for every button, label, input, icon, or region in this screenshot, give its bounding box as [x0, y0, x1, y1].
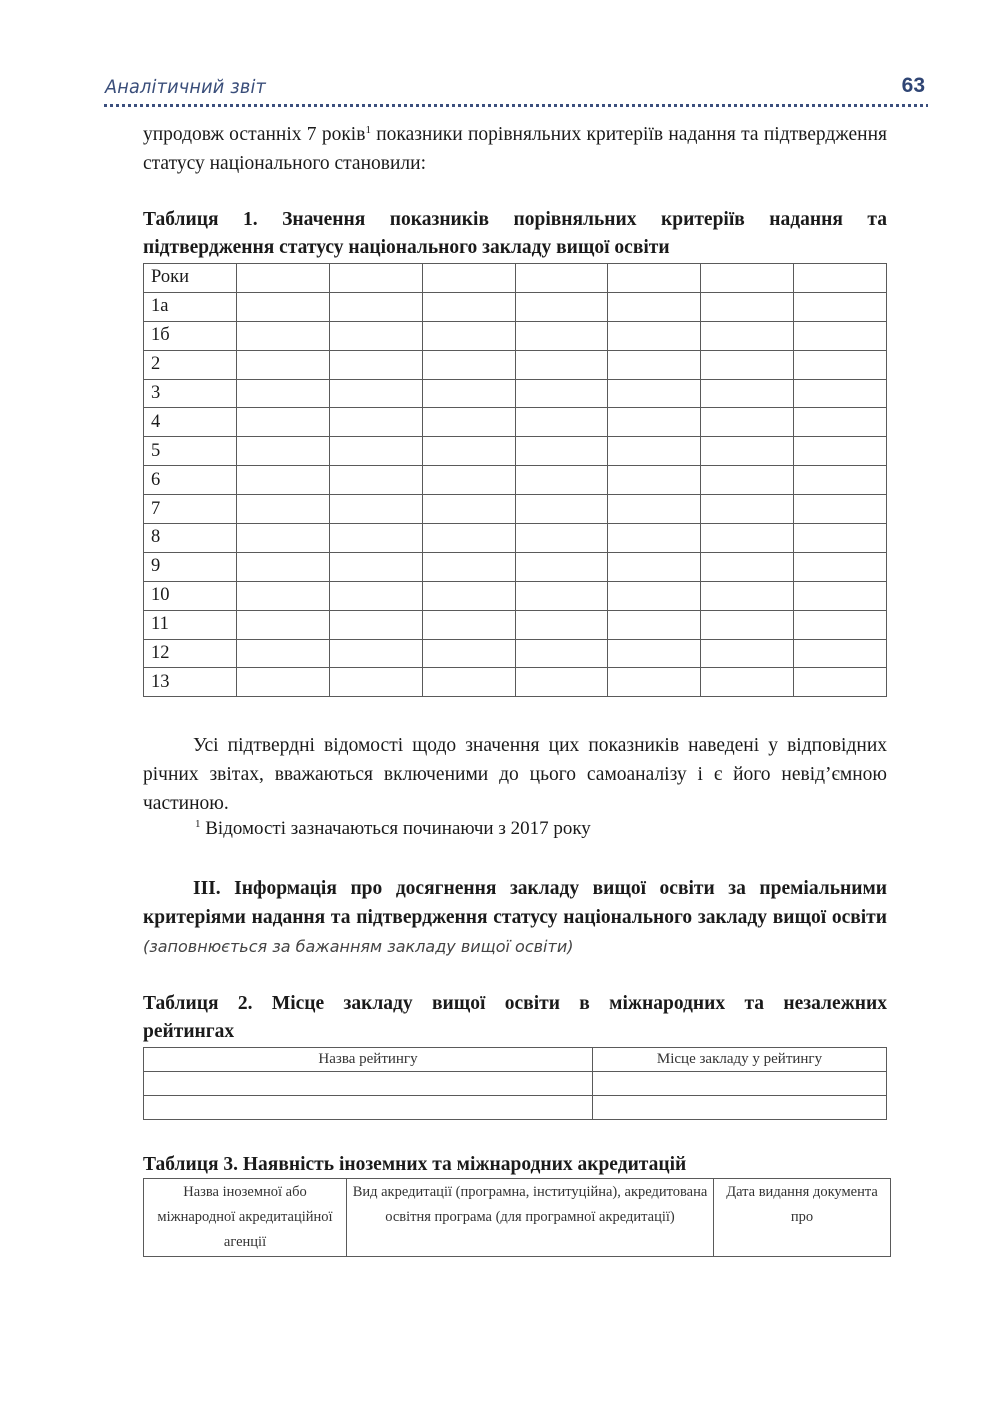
table-cell[interactable] — [701, 524, 794, 553]
table-cell[interactable] — [422, 264, 515, 293]
table-cell[interactable] — [515, 668, 608, 697]
table-cell[interactable] — [237, 321, 330, 350]
table-cell[interactable] — [701, 321, 794, 350]
table-cell[interactable] — [329, 581, 422, 610]
table-cell[interactable] — [329, 350, 422, 379]
table-cell[interactable] — [794, 408, 887, 437]
footnote-reference: 1 — [365, 124, 371, 136]
table-cell[interactable] — [515, 379, 608, 408]
table-row — [144, 437, 887, 466]
table-cell[interactable] — [794, 264, 887, 293]
table-row — [144, 610, 887, 639]
table-cell[interactable] — [237, 408, 330, 437]
table-cell[interactable] — [422, 668, 515, 697]
table-cell[interactable] — [794, 350, 887, 379]
table-cell[interactable] — [515, 321, 608, 350]
row-label: 3 — [144, 379, 237, 408]
table-cell[interactable] — [593, 1096, 887, 1120]
table-cell[interactable] — [701, 264, 794, 293]
table1-caption-line1: Таблиця 1. Значення показників порівняльних критеріїв надання та — [143, 209, 887, 230]
intro-text-start: упродовж останніх 7 років — [143, 124, 366, 145]
table-row — [144, 466, 887, 495]
table-cell[interactable] — [329, 379, 422, 408]
table-cell[interactable] — [701, 437, 794, 466]
table-cell[interactable] — [593, 1072, 887, 1096]
row-label: 1б — [144, 321, 237, 350]
table-cell[interactable] — [237, 552, 330, 581]
table-cell[interactable] — [329, 524, 422, 553]
table-cell[interactable] — [329, 437, 422, 466]
table-cell[interactable] — [515, 437, 608, 466]
row-label: 5 — [144, 437, 237, 466]
table-cell[interactable] — [608, 581, 701, 610]
table-cell[interactable] — [794, 466, 887, 495]
table-row — [144, 1096, 887, 1120]
table-cell[interactable] — [608, 668, 701, 697]
table-cell[interactable] — [794, 437, 887, 466]
row-label: 13 — [144, 668, 237, 697]
row-label: 12 — [144, 639, 237, 668]
row-label: Роки — [144, 264, 237, 293]
table-cell[interactable] — [422, 350, 515, 379]
column-header-agency: Назва іноземної або міжнародної акредитаційної агенції — [144, 1179, 347, 1257]
table-row — [144, 668, 887, 697]
accreditations-table — [143, 1178, 891, 1257]
table-cell[interactable] — [608, 350, 701, 379]
table2-caption-line1: Таблиця 2. Місце закладу вищої освіти в міжнародних та незалежних — [143, 993, 887, 1014]
table-cell[interactable] — [794, 668, 887, 697]
table-cell[interactable] — [422, 524, 515, 553]
table-cell[interactable] — [515, 264, 608, 293]
table-cell[interactable] — [422, 408, 515, 437]
row-label: 4 — [144, 408, 237, 437]
table-cell[interactable] — [329, 610, 422, 639]
table-cell[interactable] — [701, 379, 794, 408]
table-cell[interactable] — [515, 610, 608, 639]
table-cell[interactable] — [329, 552, 422, 581]
table-cell[interactable] — [794, 379, 887, 408]
column-header-rank: Місце закладу у рейтингу — [593, 1048, 887, 1072]
table-cell[interactable] — [422, 639, 515, 668]
table-cell[interactable] — [515, 292, 608, 321]
footnote — [195, 818, 591, 840]
table3-caption: Таблиця 3. Наявність іноземних та міжнародних акредитацій — [143, 1154, 687, 1175]
table-row — [144, 292, 887, 321]
table-cell[interactable] — [794, 610, 887, 639]
table-cell[interactable] — [237, 581, 330, 610]
table-cell[interactable] — [608, 264, 701, 293]
footnote-number: 1 — [195, 818, 201, 830]
row-label: 1а — [144, 292, 237, 321]
table-cell[interactable] — [422, 581, 515, 610]
table-cell[interactable] — [329, 264, 422, 293]
table-cell[interactable] — [237, 639, 330, 668]
table-cell[interactable] — [701, 639, 794, 668]
table-cell[interactable] — [608, 292, 701, 321]
table2-caption-line2: рейтингах — [143, 1021, 235, 1042]
table-cell[interactable] — [701, 610, 794, 639]
table-cell[interactable] — [608, 466, 701, 495]
table-cell[interactable] — [329, 495, 422, 524]
table-row — [144, 408, 887, 437]
row-label: 7 — [144, 495, 237, 524]
row-label: 2 — [144, 350, 237, 379]
table-cell[interactable] — [422, 379, 515, 408]
table-cell[interactable] — [422, 552, 515, 581]
table1-caption-line2: підтвердження статусу національного закладу вищої освіти — [143, 237, 670, 258]
column-header-issue-date: Дата видання документа про — [714, 1179, 891, 1257]
row-label: 11 — [144, 610, 237, 639]
table-cell[interactable] — [329, 408, 422, 437]
table-cell[interactable] — [701, 466, 794, 495]
table-cell[interactable] — [515, 495, 608, 524]
table-cell[interactable] — [794, 292, 887, 321]
table-row — [144, 495, 887, 524]
table-cell[interactable] — [422, 610, 515, 639]
table-cell[interactable] — [515, 581, 608, 610]
table-cell[interactable] — [237, 668, 330, 697]
header-dotted-rule — [104, 104, 928, 107]
table-row — [144, 552, 887, 581]
table-cell[interactable] — [237, 466, 330, 495]
row-label: 10 — [144, 581, 237, 610]
section-3-heading — [143, 874, 887, 961]
table-cell[interactable] — [701, 350, 794, 379]
table-cell[interactable] — [329, 668, 422, 697]
table-cell[interactable] — [608, 495, 701, 524]
table-cell[interactable] — [422, 292, 515, 321]
section-3-title: ІІІ. Інформація про досягнення закладу вищої освіти за преміальними критеріями надання та підтвердження статусу національного закладу вищої освіти — [143, 878, 887, 928]
table-cell[interactable] — [237, 437, 330, 466]
table-cell[interactable] — [608, 639, 701, 668]
table-cell[interactable] — [794, 552, 887, 581]
table-cell[interactable] — [608, 552, 701, 581]
table-cell[interactable] — [515, 552, 608, 581]
table-cell[interactable] — [237, 350, 330, 379]
table-cell[interactable] — [794, 524, 887, 553]
table-header-row — [144, 1048, 887, 1072]
page-header — [105, 74, 925, 104]
page-number: 63 — [901, 74, 925, 97]
table-cell[interactable] — [515, 639, 608, 668]
table-cell[interactable] — [329, 466, 422, 495]
table-cell[interactable] — [329, 321, 422, 350]
row-label: 9 — [144, 552, 237, 581]
table-cell[interactable] — [794, 495, 887, 524]
table-cell[interactable] — [608, 321, 701, 350]
header-title: Аналітичний звіт — [105, 76, 267, 98]
table1-caption — [143, 206, 887, 262]
intro-paragraph — [143, 120, 887, 178]
table-row — [144, 524, 887, 553]
table-cell[interactable] — [329, 292, 422, 321]
table-cell[interactable] — [422, 437, 515, 466]
table-row — [144, 1072, 887, 1096]
table-cell[interactable] — [515, 524, 608, 553]
table-cell[interactable] — [794, 581, 887, 610]
table-cell[interactable] — [794, 321, 887, 350]
table-cell[interactable] — [237, 610, 330, 639]
table-cell[interactable] — [237, 495, 330, 524]
table-cell[interactable] — [422, 495, 515, 524]
table-cell[interactable] — [237, 524, 330, 553]
table-row — [144, 321, 887, 350]
table-cell[interactable] — [608, 437, 701, 466]
section-3-note: (заповнюється за бажанням закладу вищої освіти) — [143, 937, 574, 956]
table-cell[interactable] — [515, 466, 608, 495]
table-cell[interactable] — [794, 639, 887, 668]
table-cell[interactable] — [237, 264, 330, 293]
intro-text-end: показники порівняльних критеріїв надання та підтвердження статусу національного становили: — [143, 124, 888, 174]
table-cell[interactable] — [515, 408, 608, 437]
table-cell[interactable] — [329, 639, 422, 668]
confirmation-paragraph: Усі підтвердні відомості щодо значення цих показників наведені у відповідних річних звітах, вважаються включеними до цього самоаналізу і є його невід’ємною частиною. — [143, 735, 887, 814]
indicators-table — [143, 263, 887, 697]
table-cell[interactable] — [237, 379, 330, 408]
table-cell[interactable] — [237, 292, 330, 321]
table-cell[interactable] — [701, 668, 794, 697]
table2-caption — [143, 990, 887, 1046]
table-cell[interactable] — [515, 350, 608, 379]
table-cell[interactable] — [422, 466, 515, 495]
table-cell[interactable] — [608, 524, 701, 553]
table-row — [144, 639, 887, 668]
table-cell[interactable] — [422, 321, 515, 350]
table-header-row — [144, 1179, 891, 1257]
table-cell[interactable] — [701, 292, 794, 321]
table-cell[interactable] — [608, 610, 701, 639]
table-cell[interactable] — [608, 379, 701, 408]
table-row — [144, 379, 887, 408]
table-cell[interactable] — [144, 1096, 593, 1120]
table-cell[interactable] — [608, 408, 701, 437]
column-header-rating-name: Назва рейтингу — [144, 1048, 593, 1072]
rankings-table — [143, 1047, 887, 1120]
table-cell[interactable] — [144, 1072, 593, 1096]
table-cell[interactable] — [701, 408, 794, 437]
table-row — [144, 581, 887, 610]
table-header-row — [144, 264, 887, 293]
table-cell[interactable] — [701, 581, 794, 610]
row-label: 6 — [144, 466, 237, 495]
table-cell[interactable] — [701, 495, 794, 524]
table-cell[interactable] — [701, 552, 794, 581]
column-header-accreditation-type: Вид акредитації (програмна, інституційна), акредитована освітня програма (для програмної акредитації) — [347, 1179, 714, 1257]
table-row — [144, 350, 887, 379]
row-label: 8 — [144, 524, 237, 553]
footnote-text: Відомості зазначаються починаючи з 2017 року — [200, 818, 591, 839]
